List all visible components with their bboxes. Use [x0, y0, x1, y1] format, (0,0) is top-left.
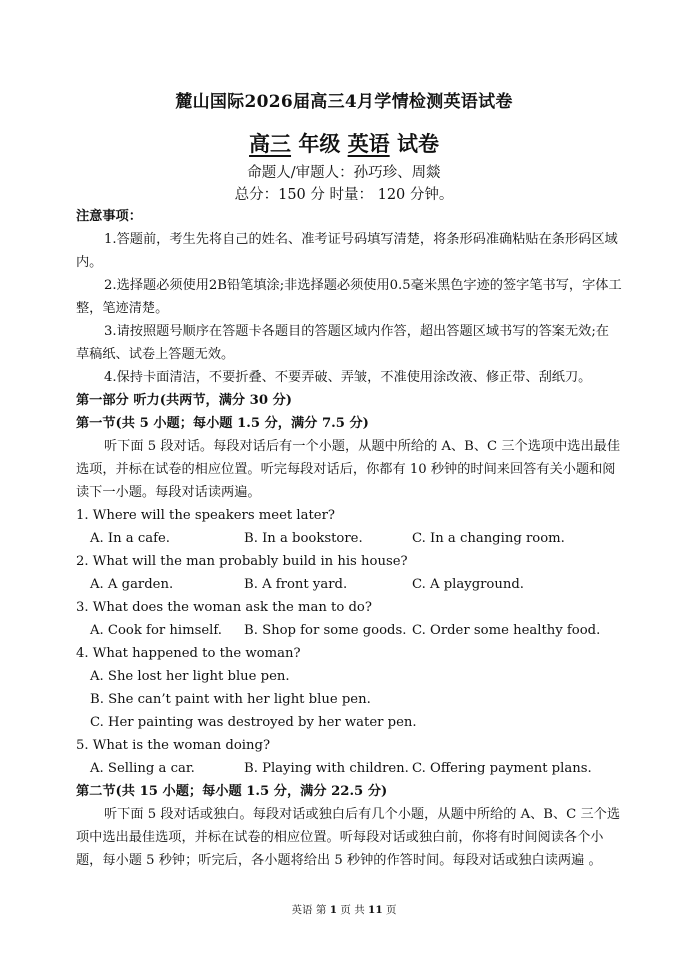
footer-total-pages: 11: [368, 904, 383, 916]
subtitle-grade: 高三: [249, 131, 292, 156]
option-c: C. Order some healthy food.: [412, 623, 601, 638]
option-b: B. In a bookstore.: [244, 531, 363, 546]
section1-heading: 第一节(共 5 小题；每小题 1.5 分，满分 7.5 分): [76, 416, 369, 431]
option-b: B. A front yard.: [244, 577, 348, 592]
question-text: 4. What happened to the woman?: [76, 646, 301, 661]
subtitle-subject: 英语: [347, 131, 390, 156]
score-line: 总分：150 分 时量： 120 分钟。: [234, 187, 454, 203]
question-options: [76, 757, 622, 780]
part1-heading: 第一部分 听力(共两节，满分 30 分): [76, 393, 293, 408]
option-c: C. Her painting was destroyed by her water pen.: [90, 715, 417, 730]
footer-page-number: 1: [329, 904, 337, 916]
option-b: B. Shop for some goods.: [244, 623, 407, 638]
option-a: A. In a cafe.: [90, 531, 170, 546]
footer-ye2: 页: [386, 904, 397, 916]
option-a: A. A garden.: [90, 577, 174, 592]
authors-line: 命题人/审题人：孙巧珍、周燚: [247, 165, 441, 181]
page-footer: [0, 902, 688, 917]
footer-gong: 共: [354, 904, 365, 916]
question-options: [76, 619, 622, 642]
option-a: A. Cook for himself.: [90, 623, 222, 638]
question-text: 3. What does the woman ask the man to do?: [76, 600, 372, 615]
question-options: [76, 573, 622, 596]
section1-instructions: 听下面 5 段对话。每段对话后有一个小题，从题中所给的 A、B、C 三个选项中选出最佳选项，并标在试卷的相应位置。听完每段对话后，你都有 10 秒钟的时间来回答有关小题和阅读下一小题。每段对话读两遍。: [76, 439, 621, 500]
option-b: B. She can’t paint with her light blue pen.: [90, 692, 371, 707]
exam-title: 麓山国际2026届高三4月学情检测英语试卷: [175, 92, 513, 112]
footer-ye: 页: [340, 904, 351, 916]
notice-heading: 注意事项：: [76, 209, 142, 224]
option-a: A. She lost her light blue pen.: [90, 669, 290, 684]
option-c: C. A playground.: [412, 577, 524, 592]
section2-instructions: 听下面 5 段对话或独白。每段对话或独白后有几个小题，从题中所给的 A、B、C 三个选项中选出最佳选项，并标在试卷的相应位置。听每段对话或独白前，你将有时间阅读各个小题，每小题 5 秒钟；听完后，各小题将给出 5 秒钟的作答时间。每段对话或独白读两遍 。: [76, 807, 621, 868]
notice-item: 2.选择题必须使用2B铅笔填涂;非选择题必须使用0.5毫米黑色字迹的签字笔书写，字体工整，笔迹清楚。: [76, 278, 622, 316]
exam-content: [76, 205, 622, 872]
question-text: 5. What is the woman doing?: [76, 738, 271, 753]
subtitle-year: 年级: [298, 131, 341, 156]
option-c: C. In a changing room.: [412, 531, 565, 546]
question-text: 2. What will the man probably build in his house?: [76, 554, 408, 569]
question-text: 1. Where will the speakers meet later?: [76, 508, 335, 523]
section2-heading: 第二节(共 15 小题；每小题 1.5 分，满分 22.5 分): [76, 784, 388, 799]
question-options: [76, 527, 622, 550]
option-c: C. Offering payment plans.: [412, 761, 592, 776]
option-b: B. Playing with children.: [244, 761, 409, 776]
option-a: A. Selling a car.: [90, 761, 195, 776]
footer-di: 第: [315, 904, 327, 916]
subtitle-paper: 试卷: [396, 131, 439, 156]
notice-item: 3.请按照题号顺序在答题卡各题目的答题区域内作答，超出答题区域书写的答案无效;在草稿纸、试卷上答题无效。: [76, 324, 609, 362]
notice-item: 4.保持卡面清洁，不要折叠、不要弄破、弄皱，不准使用涂改液、修正带、刮纸刀。: [104, 370, 592, 385]
notice-item: 1.答题前，考生先将自己的姓名、准考证号码填写清楚，将条形码准确粘贴在条形码区域内。: [76, 232, 618, 270]
footer-subject: 英语: [291, 904, 313, 916]
exam-subtitle: [0, 128, 688, 158]
